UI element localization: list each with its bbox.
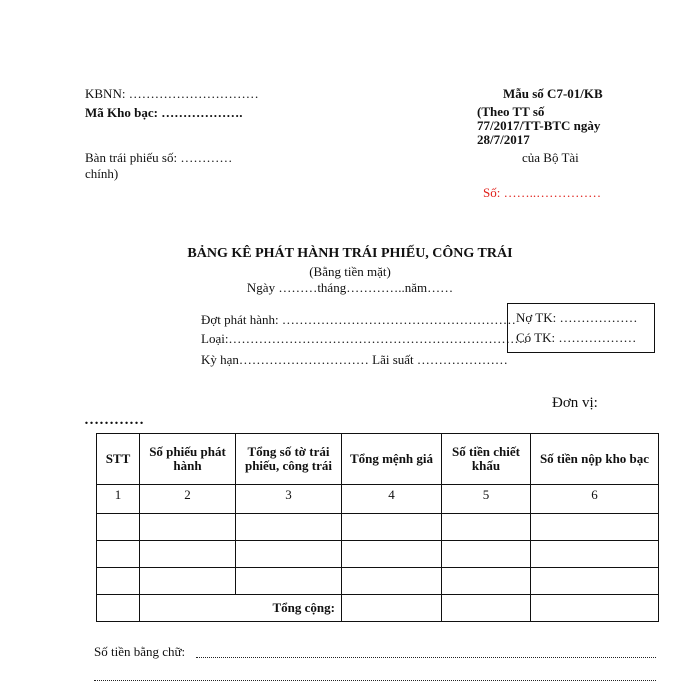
header-tong-so-to: Tổng số tờ trái phiếu, công trái	[236, 434, 342, 485]
ma-kho-bac-field: Mã Kho bạc: ……………….	[85, 105, 243, 120]
amount-in-words-line[interactable]	[196, 657, 656, 658]
table-cell[interactable]	[342, 514, 442, 541]
header-nop-kho-bac: Số tiền nộp kho bạc	[531, 434, 659, 485]
table-total-row	[97, 595, 659, 622]
circular-line-1: (Theo TT số	[477, 104, 545, 119]
table-cell[interactable]	[236, 541, 342, 568]
table-cell[interactable]	[140, 568, 236, 595]
table-cell[interactable]	[236, 568, 342, 595]
table-cell[interactable]	[97, 514, 140, 541]
amount-in-words-line-2[interactable]	[94, 680, 656, 681]
amount-in-words-label: Số tiền bằng chữ:	[94, 644, 186, 659]
unit-dots: …………	[84, 412, 144, 428]
type-field: Loại:……………………………………………………………	[201, 331, 528, 346]
circular-line-3: 28/7/2017	[477, 132, 530, 147]
table-cell[interactable]	[140, 514, 236, 541]
total-cell[interactable]	[342, 595, 442, 622]
table-row	[97, 514, 659, 541]
chinh-text: chính)	[85, 166, 119, 181]
ministry-text: của Bộ Tài	[522, 150, 579, 165]
unit-label: Đơn vị:	[552, 395, 598, 411]
index-cell: 2	[140, 485, 236, 514]
index-cell: 3	[236, 485, 342, 514]
table-cell	[97, 595, 140, 622]
table-cell[interactable]	[236, 514, 342, 541]
term-interest-field: Kỳ hạn………………………… Lãi suất …………………	[201, 352, 508, 367]
issuance-batch-field: Đợt phát hành: ………………………………………………	[201, 312, 516, 327]
index-cell: 5	[442, 485, 531, 514]
table-cell[interactable]	[442, 514, 531, 541]
table-row	[97, 541, 659, 568]
account-box	[507, 303, 655, 353]
header-chiet-khau: Số tiền chiết khấu	[442, 434, 531, 485]
index-cell: 6	[531, 485, 659, 514]
document-number: Số: ……..……………	[483, 185, 602, 200]
table-cell[interactable]	[342, 541, 442, 568]
table-cell[interactable]	[531, 514, 659, 541]
table-cell[interactable]	[97, 541, 140, 568]
circular-reference	[477, 105, 600, 147]
page-title: BẢNG KÊ PHÁT HÀNH TRÁI PHIẾU, CÔNG TRÁI	[187, 246, 513, 261]
form-number: Mẫu số C7-01/KB	[503, 86, 603, 101]
table-cell[interactable]	[342, 568, 442, 595]
index-cell: 4	[342, 485, 442, 514]
table-cell[interactable]	[97, 568, 140, 595]
table-cell[interactable]	[531, 541, 659, 568]
date-line: Ngày ………tháng…………..năm……	[246, 280, 454, 295]
kbnn-field: KBNN: …………………………	[85, 86, 259, 101]
debit-account-field: Nợ TK: ………………	[516, 310, 638, 325]
table-header-row	[97, 434, 659, 485]
total-cell[interactable]	[442, 595, 531, 622]
circular-line-2: 77/2017/TT-BTC ngày	[477, 118, 601, 133]
table-cell[interactable]	[442, 568, 531, 595]
header-stt: STT	[97, 434, 140, 485]
total-cell[interactable]	[531, 595, 659, 622]
header-so-phieu: Số phiếu phát hành	[140, 434, 236, 485]
table-cell[interactable]	[442, 541, 531, 568]
table-cell[interactable]	[531, 568, 659, 595]
index-cell: 1	[97, 485, 140, 514]
credit-account-field: Có TK: ………………	[516, 330, 637, 345]
table-row	[97, 568, 659, 595]
bond-table	[96, 433, 659, 622]
table-cell[interactable]	[140, 541, 236, 568]
table-index-row	[97, 485, 659, 514]
header-tong-menh-gia: Tổng mệnh giá	[342, 434, 442, 485]
total-label: Tổng cộng:	[140, 595, 342, 622]
page-subtitle: (Bằng tiền mặt)	[309, 264, 391, 279]
ban-trai-phieu-field: Bàn trái phiếu số: …………	[85, 150, 233, 165]
